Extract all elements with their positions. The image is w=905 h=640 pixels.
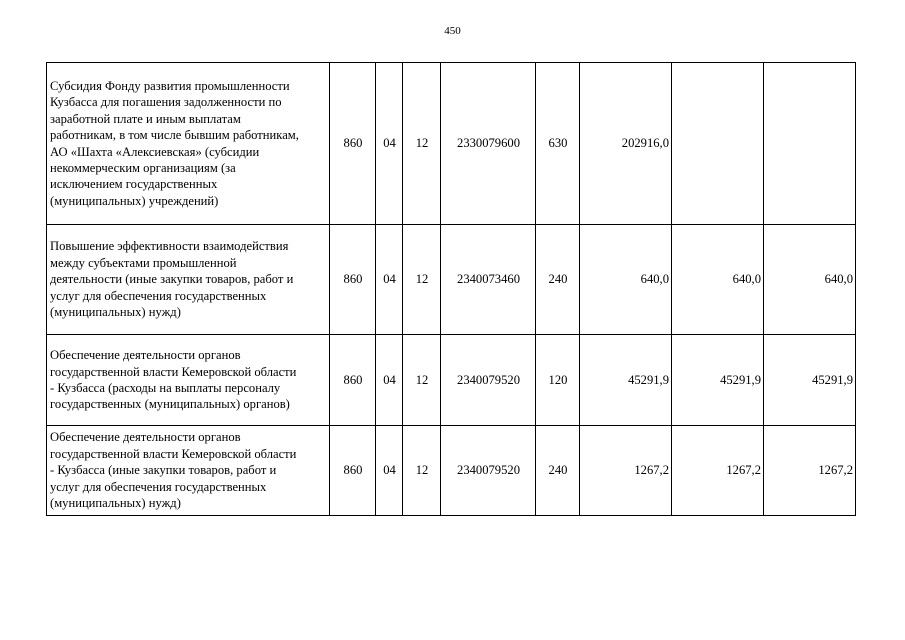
section-code: 04	[376, 225, 403, 335]
table-row	[47, 63, 856, 225]
target-article-code: 2340079520	[441, 426, 536, 516]
amount-year-2	[672, 63, 764, 225]
amount-year-3: 640,0	[764, 225, 856, 335]
budget-table	[46, 62, 856, 516]
table-row	[47, 335, 856, 426]
expense-type-code: 120	[536, 335, 580, 426]
amount-year-2: 45291,9	[672, 335, 764, 426]
section-code: 04	[376, 63, 403, 225]
subsection-code: 12	[403, 63, 441, 225]
subsection-code: 12	[403, 335, 441, 426]
amount-year-1: 640,0	[580, 225, 672, 335]
table-row	[47, 225, 856, 335]
amount-year-3: 45291,9	[764, 335, 856, 426]
target-article-code: 2330079600	[441, 63, 536, 225]
section-code: 04	[376, 335, 403, 426]
target-article-code: 2340073460	[441, 225, 536, 335]
row-description: Субсидия Фонду развития промышленности Кузбасса для погашения задолженности по заработной плате и иным выплатам работникам, в том числе бывшим работникам, АО «Шахта «Алексиевская» (субсидии некоммерческим организациям (за исключением государственных (муниципальных) учреждений)	[47, 63, 330, 225]
expense-type-code: 240	[536, 426, 580, 516]
target-article-code: 2340079520	[441, 335, 536, 426]
row-description: Обеспечение деятельности органов государственной власти Кемеровской области - Кузбасса (иные закупки товаров, работ и услуг для обеспечения государственных (муниципальных) нужд)	[47, 426, 330, 516]
table-row	[47, 426, 856, 516]
row-description: Повышение эффективности взаимодействия между субъектами промышленной деятельности (иные закупки товаров, работ и услуг для обеспечения государственных (муниципальных) нужд)	[47, 225, 330, 335]
expense-type-code: 240	[536, 225, 580, 335]
ministry-code: 860	[330, 335, 376, 426]
amount-year-1: 202916,0	[580, 63, 672, 225]
subsection-code: 12	[403, 426, 441, 516]
subsection-code: 12	[403, 225, 441, 335]
amount-year-1: 45291,9	[580, 335, 672, 426]
amount-year-3: 1267,2	[764, 426, 856, 516]
page-number: 450	[444, 25, 461, 37]
amount-year-3	[764, 63, 856, 225]
ministry-code: 860	[330, 225, 376, 335]
expense-type-code: 630	[536, 63, 580, 225]
row-description: Обеспечение деятельности органов государственной власти Кемеровской области - Кузбасса (расходы на выплаты персоналу государственных (муниципальных) органов)	[47, 335, 330, 426]
ministry-code: 860	[330, 426, 376, 516]
ministry-code: 860	[330, 63, 376, 225]
amount-year-2: 640,0	[672, 225, 764, 335]
amount-year-2: 1267,2	[672, 426, 764, 516]
section-code: 04	[376, 426, 403, 516]
amount-year-1: 1267,2	[580, 426, 672, 516]
